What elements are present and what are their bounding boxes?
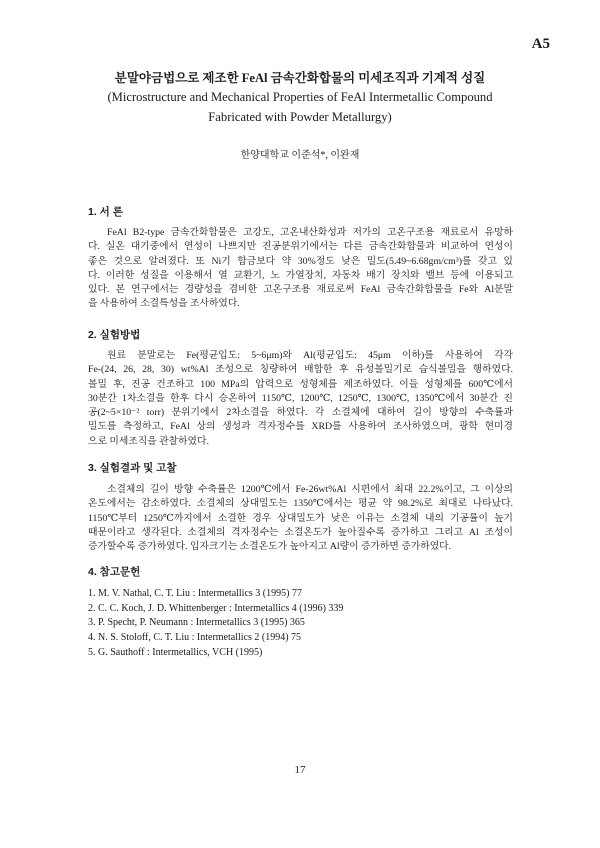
paragraph-line: 좋은 것으로 알려졌다. 또 Ni기 합금보다 약 30%정도 낮은 밀도(5.49~6.68gm/cm³)를 갖고 있	[88, 255, 513, 267]
paragraph-line: 30분간 1차소결을 한후 다시 승온하여 1150℃, 1200℃, 1250℃, 1300℃, 1350℃에서 30분간 진	[88, 392, 513, 404]
paragraph-line: 볼밀 후, 진공 건조하고 100 MPa의 압력으로 성형체를 제조하였다. 이들 성형체를 600℃에서	[88, 378, 513, 390]
section-heading-references: 4. 참고문헌	[88, 566, 141, 578]
paragraph-line: 소결체의 길이 방향 수축률은 1200℃에서 Fe-26wt%Al 시편에서 최대 22.2%이고, 그 이상의	[107, 484, 513, 495]
paragraph-line: 다. 이러한 성질을 이용해서 열 교환기, 노 가열장치, 자동차 배기 장치와 밸브 등에 이용되고	[88, 269, 513, 281]
page-label: A5	[531, 36, 550, 52]
reference-item: 2. C. C. Koch, J. D. Whittenberger : Intermetallics 4 (1996) 339	[88, 602, 344, 614]
paragraph-line: FeAl B2-type 금속간화합물은 고강도, 고온내산화성과 저가의 고온구조용 재료로서 유망하	[107, 227, 513, 238]
section-results-body	[88, 483, 513, 554]
paragraph-line: 1150℃부터 1250℃까지에서 소결한 경우 상대밀도가 낮은 이유는 소결체 내의 기공률이 높기	[88, 512, 513, 524]
paragraph-line: 으로 미세조직을 관찰하였다.	[88, 435, 209, 447]
section-methods-body	[88, 349, 513, 449]
title-english-line: Fabricated with Powder Metallurgy)	[208, 110, 392, 124]
paragraph-line: 증가할수록 증가하였다. 입자크기는 소결온도가 높아지고 Al량이 증가하면 증가하였다.	[88, 541, 452, 552]
paragraph-line: 있다. 본 연구에서는 경량성을 겸비한 고온구조용 재료로써 FeAl 금속간화합물을 Fe와 Al분말	[88, 284, 513, 295]
page-number: 17	[294, 764, 306, 776]
paragraph-line: 다. 실온 대기중에서 연성이 나쁘지만 진공분위기에서는 다른 금속간화합물과 비교하여 연성이	[88, 241, 513, 253]
paragraph-line: 온도에서는 감소하였다. 소결체의 상대밀도는 1350℃에서는 평균 약 98.2%로 최대로 나타났다.	[88, 498, 513, 510]
reference-item: 5. G. Sauthoff : Intermetallics, VCH (1995)	[88, 646, 263, 658]
paragraph-line: Fe-(24, 26, 28, 30) wt%Al 조성으로 칭량하여 배합한 후 유성볼밀기로 습식볼밀을 행하였다.	[88, 364, 513, 376]
paragraph-line: 공(2~5×10⁻² torr) 분위기에서 2차소결을 하였다. 각 소결체에 대하여 길이 방향의 수축률과	[88, 407, 513, 418]
paragraph-line: 때문이라고 생각된다. 소결체의 격자정수는 소결온도가 높아질수록 증가하고 그리고 Al 조성이	[88, 526, 513, 538]
reference-item: 1. M. V. Nathal, C. T. Liu : Intermetallics 3 (1995) 77	[88, 588, 302, 599]
section-introduction-body	[88, 226, 513, 312]
paragraph-line: 을 사용하여 소결특성을 조사하였다.	[88, 298, 240, 310]
reference-item: 3. P. Specht, P. Neumann : Intermetallics 3 (1995) 365	[88, 617, 305, 629]
section-heading-introduction: 1. 서 론	[88, 206, 123, 218]
reference-list	[88, 587, 513, 660]
title-korean: 분말야금법으로 제조한 FeAl 금속간화합물의 미세조직과 기계적 성질	[114, 71, 486, 85]
title-english-line: (Microstructure and Mechanical Properties of FeAl Intermetallic Compound	[107, 90, 493, 104]
authors: 한양대학교 이준석*, 이완재	[240, 150, 360, 161]
reference-item: 4. N. S. Stoloff, C. T. Liu : Intermetallics 2 (1994) 75	[88, 632, 302, 644]
section-heading-methods: 2. 실험방법	[88, 329, 141, 341]
paragraph-line: 원료 분말로는 Fe(평균입도: 5~6μm)와 Al(평균입도: 45μm 이하)를 사용하여 각각	[107, 350, 513, 361]
section-heading-results: 3. 실험결과 및 고찰	[88, 462, 177, 474]
paragraph-line: 밀도를 측정하고, FeAl 상의 생성과 격자정수를 XRD를 사용하여 조사하였으며, 광학 현미경	[88, 421, 513, 433]
